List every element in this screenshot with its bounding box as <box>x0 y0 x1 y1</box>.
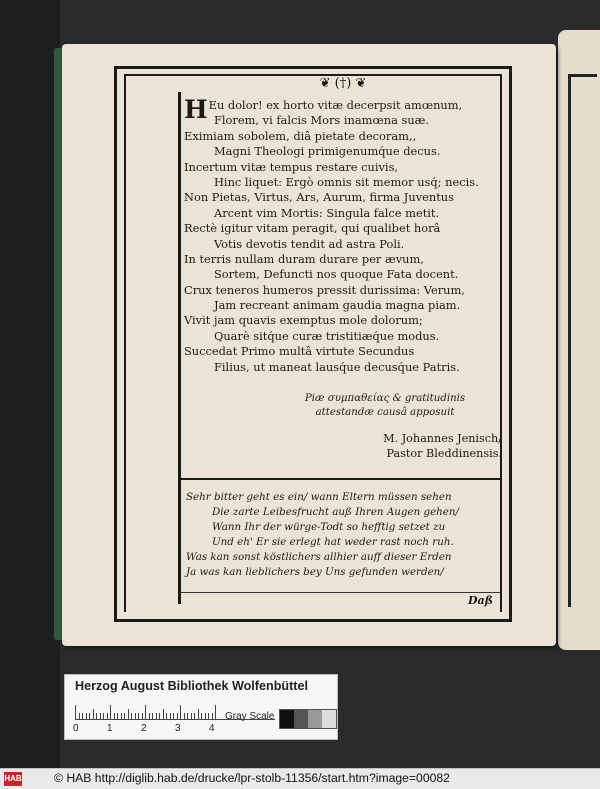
ruler-tick <box>121 713 122 719</box>
signature-title: Pastor Bleddinensis. <box>386 447 502 460</box>
latin-line <box>184 190 504 205</box>
ruler-tick <box>131 713 132 719</box>
latin-line-text: Quarè sitq́ue curæ tristitiæq́ue modus. <box>214 328 440 343</box>
german-line: Die zarte Leibesfrucht auß Ihren Augen gehen/ <box>212 506 459 518</box>
latin-line-text: Votis devotis tendit ad astra Poli. <box>214 236 405 251</box>
latin-line <box>184 298 504 313</box>
latin-line <box>184 252 504 267</box>
latin-line <box>184 160 504 175</box>
gray-scale-swatches <box>279 709 337 729</box>
ruler-tick <box>114 713 115 719</box>
ruler-tick <box>159 713 160 719</box>
gray-scale-label: Gray Scale <box>225 711 275 722</box>
footer-bar <box>0 768 600 789</box>
ruler-tick <box>93 709 94 719</box>
ruler-tick <box>128 709 129 719</box>
latin-line-text: Eu dolor! ex horto vitæ decerpsit amœnum, <box>208 98 463 112</box>
ruler-tick <box>79 713 80 719</box>
ruler-tick <box>138 713 139 719</box>
latin-line-text: Vivit jam quavis exemptus mole dolorum; <box>184 313 423 328</box>
latin-line-text: Sortem, Defuncti nos quoque Fata docent. <box>214 267 459 282</box>
ruler-tick <box>135 713 136 719</box>
ruler-tick <box>145 705 146 719</box>
ruler-tick <box>212 713 213 719</box>
gray-swatch <box>308 710 322 728</box>
ruler-tick <box>187 713 188 719</box>
signature-name: M. Johannes Jenisch/ <box>383 432 502 445</box>
ruler-number: 1 <box>107 723 113 734</box>
ruler-tick <box>184 713 185 719</box>
ruler-tick <box>163 709 164 719</box>
latin-line <box>184 206 504 221</box>
latin-line-text: Filius, ut maneat lausq́ue decusq́ue Patris. <box>214 359 460 374</box>
signature <box>340 431 502 461</box>
latin-line <box>184 175 504 190</box>
ruler-tick <box>103 713 104 719</box>
ruler-tick <box>215 705 216 719</box>
ruler-tick <box>82 713 83 719</box>
latin-line <box>184 221 504 236</box>
gray-swatch <box>294 710 308 728</box>
bottom-rule <box>180 592 500 593</box>
latin-line <box>184 329 504 344</box>
latin-line-text: Crux teneros humeros pressit durissima: Verum, <box>184 282 465 297</box>
latin-line-text: Incertum vitæ tempus restare cuivis, <box>184 159 399 174</box>
drop-cap: H <box>184 95 208 124</box>
section-divider <box>180 478 500 480</box>
ruler-number: 4 <box>209 723 215 734</box>
latin-line-text: Rectè igitur vitam peragit, qui qualibet horâ <box>184 221 441 236</box>
ruler-tick <box>152 713 153 719</box>
ruler-tick <box>180 705 181 719</box>
ruler-tick <box>149 713 150 719</box>
latin-line-text: Jam recreant animam gaudia magna piam. <box>214 298 461 313</box>
ruler-tick <box>177 713 178 719</box>
adjacent-page <box>558 30 600 650</box>
ruler-tick <box>124 713 125 719</box>
ruler-tick <box>194 713 195 719</box>
ruler-tick <box>205 713 206 719</box>
german-line: Wann Ihr der würge-Todt so hefftig setzet zu <box>212 521 446 533</box>
dedication-line-2: attestandæ causâ apposuit <box>315 407 455 418</box>
ruler-tick <box>173 713 174 719</box>
ruler-tick <box>117 713 118 719</box>
ruler-tick <box>86 713 87 719</box>
german-poem <box>186 490 504 580</box>
latin-line <box>184 360 504 375</box>
latin-line-text: Non Pietas, Virtus, Ars, Aurum, firma Juventus <box>184 190 454 205</box>
ruler-tick <box>110 705 111 719</box>
ruler-tick <box>170 713 171 719</box>
latin-line <box>184 144 504 159</box>
latin-line-text: Florem, vi falcis Mors inamœna suæ. <box>214 113 429 128</box>
ruler-tick <box>156 713 157 719</box>
adjacent-page-frame <box>568 74 597 607</box>
ruler-tick <box>75 705 76 719</box>
dedication-line-1: Piæ συμπαθείας & gratitudinis <box>304 393 466 404</box>
latin-line-text: Hinc liquet: Ergò omnis sit memor usq́; necis. <box>214 174 479 189</box>
ruler-tick <box>198 709 199 719</box>
catchword: Daß <box>468 594 494 607</box>
library-label-card <box>64 674 338 740</box>
latin-line-text: In terris nullam duram durare per ævum, <box>184 251 424 266</box>
ruler-tick <box>208 713 209 719</box>
ruler-tick <box>201 713 202 719</box>
latin-line-text: Arcent vim Mortis: Singula falce metit. <box>214 205 440 220</box>
gray-swatch <box>280 710 294 728</box>
ruler-tick <box>166 713 167 719</box>
latin-line <box>184 113 504 128</box>
hab-logo-icon: HAB <box>4 772 22 786</box>
text-column-rule <box>178 92 181 604</box>
ruler-tick <box>107 713 108 719</box>
latin-line <box>184 313 504 328</box>
latin-line <box>184 267 504 282</box>
scan-background <box>0 0 60 768</box>
ruler-tick <box>96 713 97 719</box>
latin-line <box>184 237 504 252</box>
ruler-number: 3 <box>175 723 181 734</box>
ruler-tick <box>191 713 192 719</box>
gray-swatch <box>322 710 336 728</box>
german-line: Sehr bitter geht es ein/ wann Eltern müssen sehen <box>186 491 452 503</box>
latin-line-text: Succedat Primo multâ virtute Secundus <box>184 344 415 359</box>
ruler-number: 2 <box>141 723 147 734</box>
dedication <box>270 392 500 420</box>
ornament-cross-icon: ❦ (†) ❦ <box>319 76 367 91</box>
latin-line-text: Magni Theologi primigenumq́ue decus. <box>214 144 441 159</box>
latin-line <box>184 283 504 298</box>
library-name: Herzog August Bibliothek Wolfenbüttel <box>75 679 308 693</box>
latin-line <box>184 344 504 359</box>
latin-line <box>184 129 504 144</box>
german-line: Ja was kan lieblichers bey Uns gefunden werden/ <box>186 566 444 578</box>
latin-line-text: Eximiam sobolem, diâ pietate decoram,, <box>184 128 417 143</box>
footer-url-text[interactable]: © HAB http://diglib.hab.de/drucke/lpr-stolb-11356/start.htm?image=00082 <box>54 771 450 785</box>
ruler-tick <box>142 713 143 719</box>
german-line: Und eh' Er sie erlegt hat weder rast noch ruh. <box>212 536 454 548</box>
ruler-tick <box>89 713 90 719</box>
ruler-number: 0 <box>73 723 79 734</box>
german-line: Was kan sonst köstlichers allhier auff dieser Erden <box>186 551 452 563</box>
latin-poem <box>184 95 504 375</box>
ruler-tick <box>100 713 101 719</box>
